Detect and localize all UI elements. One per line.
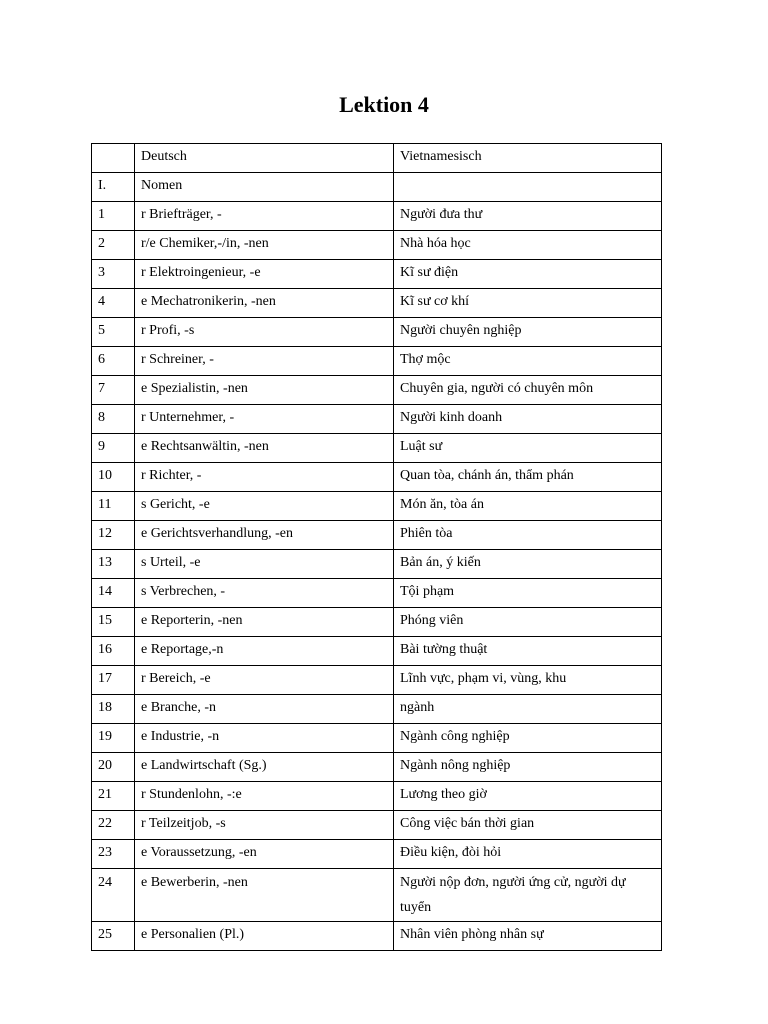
vietnamese-translation: Điều kiện, đòi hỏi [394,840,662,869]
row-number: 7 [92,376,135,405]
table-row [92,724,662,753]
page-title: Lektion 4 [339,92,429,117]
vietnamese-translation: Người kinh doanh [394,405,662,434]
german-term: e Rechtsanwältin, -nen [135,434,394,463]
german-term: r Unternehmer, - [135,405,394,434]
section-translation [394,173,662,202]
table-row [92,869,662,922]
table-row [92,376,662,405]
row-number: 18 [92,695,135,724]
section-row [92,173,662,202]
row-number: 11 [92,492,135,521]
vietnamese-translation: Người chuyên nghiệp [394,318,662,347]
german-term: s Gericht, -e [135,492,394,521]
vietnamese-translation: Ngành công nghiệp [394,724,662,753]
german-term: r Elektroingenieur, -e [135,260,394,289]
table-header-row [92,144,662,173]
german-term: e Personalien (Pl.) [135,922,394,951]
german-term: r Schreiner, - [135,347,394,376]
german-term: r Richter, - [135,463,394,492]
row-number: 1 [92,202,135,231]
header-deutsch: Deutsch [135,144,394,173]
row-number: 13 [92,550,135,579]
german-term: e Reportage,-n [135,637,394,666]
german-term: e Spezialistin, -nen [135,376,394,405]
table-row [92,260,662,289]
table-row [92,608,662,637]
row-number: 14 [92,579,135,608]
header-number [92,144,135,173]
row-number: 4 [92,289,135,318]
table-row [92,492,662,521]
german-term: r Teilzeitjob, -s [135,811,394,840]
german-term: r Profi, -s [135,318,394,347]
row-number: 21 [92,782,135,811]
table-row [92,347,662,376]
german-term: e Industrie, -n [135,724,394,753]
row-number: 2 [92,231,135,260]
german-term: r/e Chemiker,-/in, -nen [135,231,394,260]
table-row [92,811,662,840]
german-term: e Landwirtschaft (Sg.) [135,753,394,782]
table-row [92,695,662,724]
table-row [92,289,662,318]
vietnamese-translation: Kĩ sư cơ khí [394,289,662,318]
row-number: 12 [92,521,135,550]
table-row [92,405,662,434]
table-row [92,579,662,608]
vietnamese-translation: Người đưa thư [394,202,662,231]
table-row [92,463,662,492]
vietnamese-translation: Nhà hóa học [394,231,662,260]
table-row [92,637,662,666]
table-row [92,753,662,782]
german-term: e Reporterin, -nen [135,608,394,637]
vietnamese-translation: Lĩnh vực, phạm vi, vùng, khu [394,666,662,695]
section-number: I. [92,173,135,202]
vietnamese-translation: Luật sư [394,434,662,463]
vietnamese-translation: Kĩ sư điện [394,260,662,289]
table-row [92,521,662,550]
vietnamese-translation: Phóng viên [394,608,662,637]
german-term: e Voraussetzung, -en [135,840,394,869]
row-number: 24 [92,869,135,922]
german-term: r Bereich, -e [135,666,394,695]
vietnamese-translation: Món ăn, tòa án [394,492,662,521]
vietnamese-translation: ngành [394,695,662,724]
table-row [92,782,662,811]
german-term: e Mechatronikerin, -nen [135,289,394,318]
row-number: 23 [92,840,135,869]
header-vietnamesisch: Vietnamesisch [394,144,662,173]
table-row [92,666,662,695]
section-label: Nomen [135,173,394,202]
row-number: 8 [92,405,135,434]
table-row [92,550,662,579]
row-number: 22 [92,811,135,840]
row-number: 19 [92,724,135,753]
vocabulary-table-body [92,144,662,951]
vocabulary-table [91,143,662,951]
vietnamese-translation: Ngành nông nghiệp [394,753,662,782]
table-row [92,318,662,347]
vietnamese-translation: Quan tòa, chánh án, thẩm phán [394,463,662,492]
row-number: 5 [92,318,135,347]
german-term: e Branche, -n [135,695,394,724]
row-number: 17 [92,666,135,695]
vietnamese-translation: Phiên tòa [394,521,662,550]
german-term: s Verbrechen, - [135,579,394,608]
row-number: 25 [92,922,135,951]
row-number: 16 [92,637,135,666]
vietnamese-translation: Nhân viên phòng nhân sự [394,922,662,951]
row-number: 10 [92,463,135,492]
table-row [92,434,662,463]
german-term: r Briefträger, - [135,202,394,231]
vietnamese-translation: Công việc bán thời gian [394,811,662,840]
vietnamese-translation: Lương theo giờ [394,782,662,811]
row-number: 20 [92,753,135,782]
german-term: s Urteil, -e [135,550,394,579]
vietnamese-translation: Bài tường thuật [394,637,662,666]
vietnamese-translation: Người nộp đơn, người ứng cử, người dự tuyển [394,869,662,922]
table-row [92,231,662,260]
vietnamese-translation: Chuyên gia, người có chuyên môn [394,376,662,405]
vietnamese-translation: Tội phạm [394,579,662,608]
vietnamese-translation: Thợ mộc [394,347,662,376]
table-row [92,922,662,951]
german-term: e Bewerberin, -nen [135,869,394,922]
german-term: e Gerichtsverhandlung, -en [135,521,394,550]
row-number: 6 [92,347,135,376]
table-row [92,840,662,869]
row-number: 9 [92,434,135,463]
german-term: r Stundenlohn, -:e [135,782,394,811]
row-number: 3 [92,260,135,289]
row-number: 15 [92,608,135,637]
vietnamese-translation: Bản án, ý kiến [394,550,662,579]
table-row [92,202,662,231]
